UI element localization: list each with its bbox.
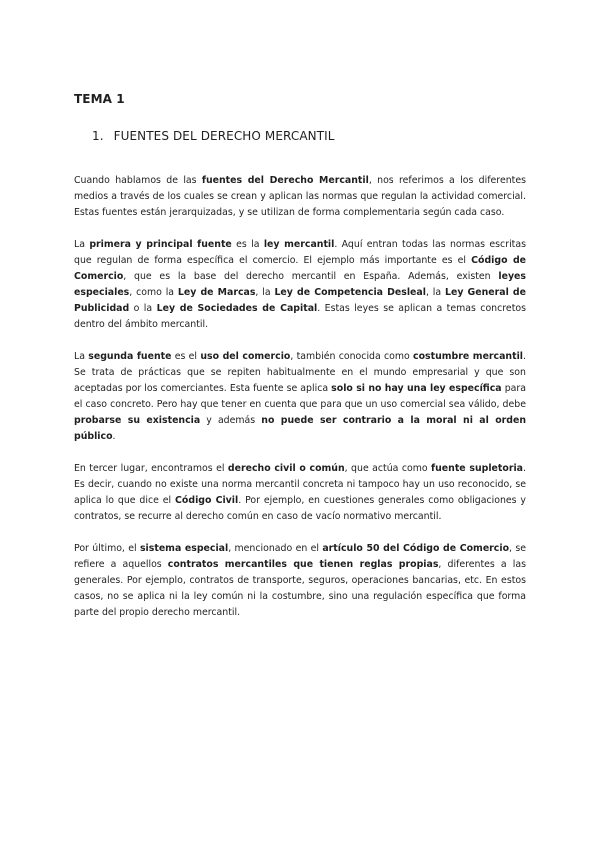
text-run: , también conocida como <box>290 351 414 362</box>
bold-term: costumbre mercantil <box>413 351 524 362</box>
bold-term: Ley de Competencia Desleal <box>274 287 426 298</box>
text-run: y además <box>200 415 262 426</box>
text-run: , la <box>425 287 445 298</box>
bold-term: uso del comercio <box>200 351 291 362</box>
text-run: , diferentes a las generales. Por ejemplo, contratos de transporte, seguros, operaciones bancarias, etc. En estos casos, no se aplica ni la ley común ni la costumbre, sino una regulación específica que forma parte del propio derecho mercantil. <box>74 559 526 618</box>
text-run: , que actúa como <box>344 463 432 474</box>
paragraph <box>74 541 526 621</box>
bold-term: no puede ser contrario a la moral ni al orden público <box>74 415 527 442</box>
bold-term: segunda fuente <box>88 351 172 362</box>
bold-term: fuentes del Derecho Mercantil <box>201 175 369 186</box>
section-title <box>92 129 526 143</box>
bold-term: fuente supletoria <box>431 463 523 474</box>
text-run: para el caso concreto. Pero hay que tener en cuenta que para que un uso comercial sea válido, debe <box>74 383 526 410</box>
bold-term: probarse su existencia <box>74 415 201 426</box>
text-run: , mencionado en el <box>228 543 323 554</box>
text-run: . Se trata de prácticas que se repiten habitualmente en el mundo empresarial y que son aceptadas por los comerciantes. Esta fuente se aplica <box>74 351 526 394</box>
text-run: o la <box>129 303 157 314</box>
text-run: es el <box>171 351 201 362</box>
text-run: , la <box>255 287 275 298</box>
text-run: La <box>74 351 89 362</box>
text-run: Cuando hablamos de las <box>74 175 202 186</box>
bold-term: primera y principal fuente <box>89 239 232 250</box>
section-number: 1. <box>92 129 104 143</box>
paragraph <box>74 461 526 525</box>
text-run: , se refiere a aquellos <box>74 543 526 570</box>
text-run: , que es la base del derecho mercantil en España. Además, existen <box>123 271 499 282</box>
text-run: . <box>112 431 116 442</box>
text-run: Por último, el <box>74 543 140 554</box>
text-run: . Aquí entran todas las normas escritas que regulan de forma específica el comercio. El ejemplo más importante es el <box>74 239 526 266</box>
document-body <box>74 173 526 621</box>
bold-term: ley mercantil <box>263 239 335 250</box>
bold-term: Código Civil <box>175 495 239 506</box>
text-run: , nos referimos a los diferentes medios a través de los cuales se crean y aplican las normas que regulan la actividad comercial. Estas fuentes están jerarquizadas, y se utilizan de forma complementaria según cada caso. <box>74 175 526 218</box>
text-run: En tercer lugar, encontramos el <box>74 463 228 474</box>
page-heading: TEMA 1 <box>74 92 125 106</box>
bold-term: leyes especiales <box>74 271 526 298</box>
text-run: La <box>74 239 90 250</box>
bold-term: derecho civil o común <box>227 463 345 474</box>
paragraph <box>74 349 526 445</box>
text-run: es la <box>231 239 264 250</box>
bold-term: solo si no hay una ley específica <box>331 383 502 394</box>
bold-term: Ley General de Publicidad <box>74 287 527 314</box>
text-run: . Por ejemplo, en cuestiones generales como obligaciones y contratos, se recurre al derecho común en caso de vacío normativo mercantil. <box>74 495 526 522</box>
text-run: . Es decir, cuando no existe una norma mercantil concreta ni tampoco hay un uso reconocido, se aplica lo que dice el <box>74 463 526 506</box>
text-run: , como la <box>129 287 178 298</box>
bold-term: sistema especial <box>139 543 229 554</box>
bold-term: Ley de Sociedades de Capital <box>156 303 318 314</box>
section-title-text: FUENTES DEL DERECHO MERCANTIL <box>113 129 335 143</box>
bold-term: contratos mercantiles que tienen reglas propias <box>167 559 439 570</box>
bold-term: Ley de Marcas <box>177 287 256 298</box>
bold-term: artículo 50 del Código de Comercio <box>322 543 510 554</box>
text-run: . Estas leyes se aplican a temas concretos dentro del ámbito mercantil. <box>74 303 526 330</box>
bold-term: Código de Comercio <box>74 255 527 282</box>
paragraph <box>74 173 526 221</box>
paragraph <box>74 237 526 333</box>
